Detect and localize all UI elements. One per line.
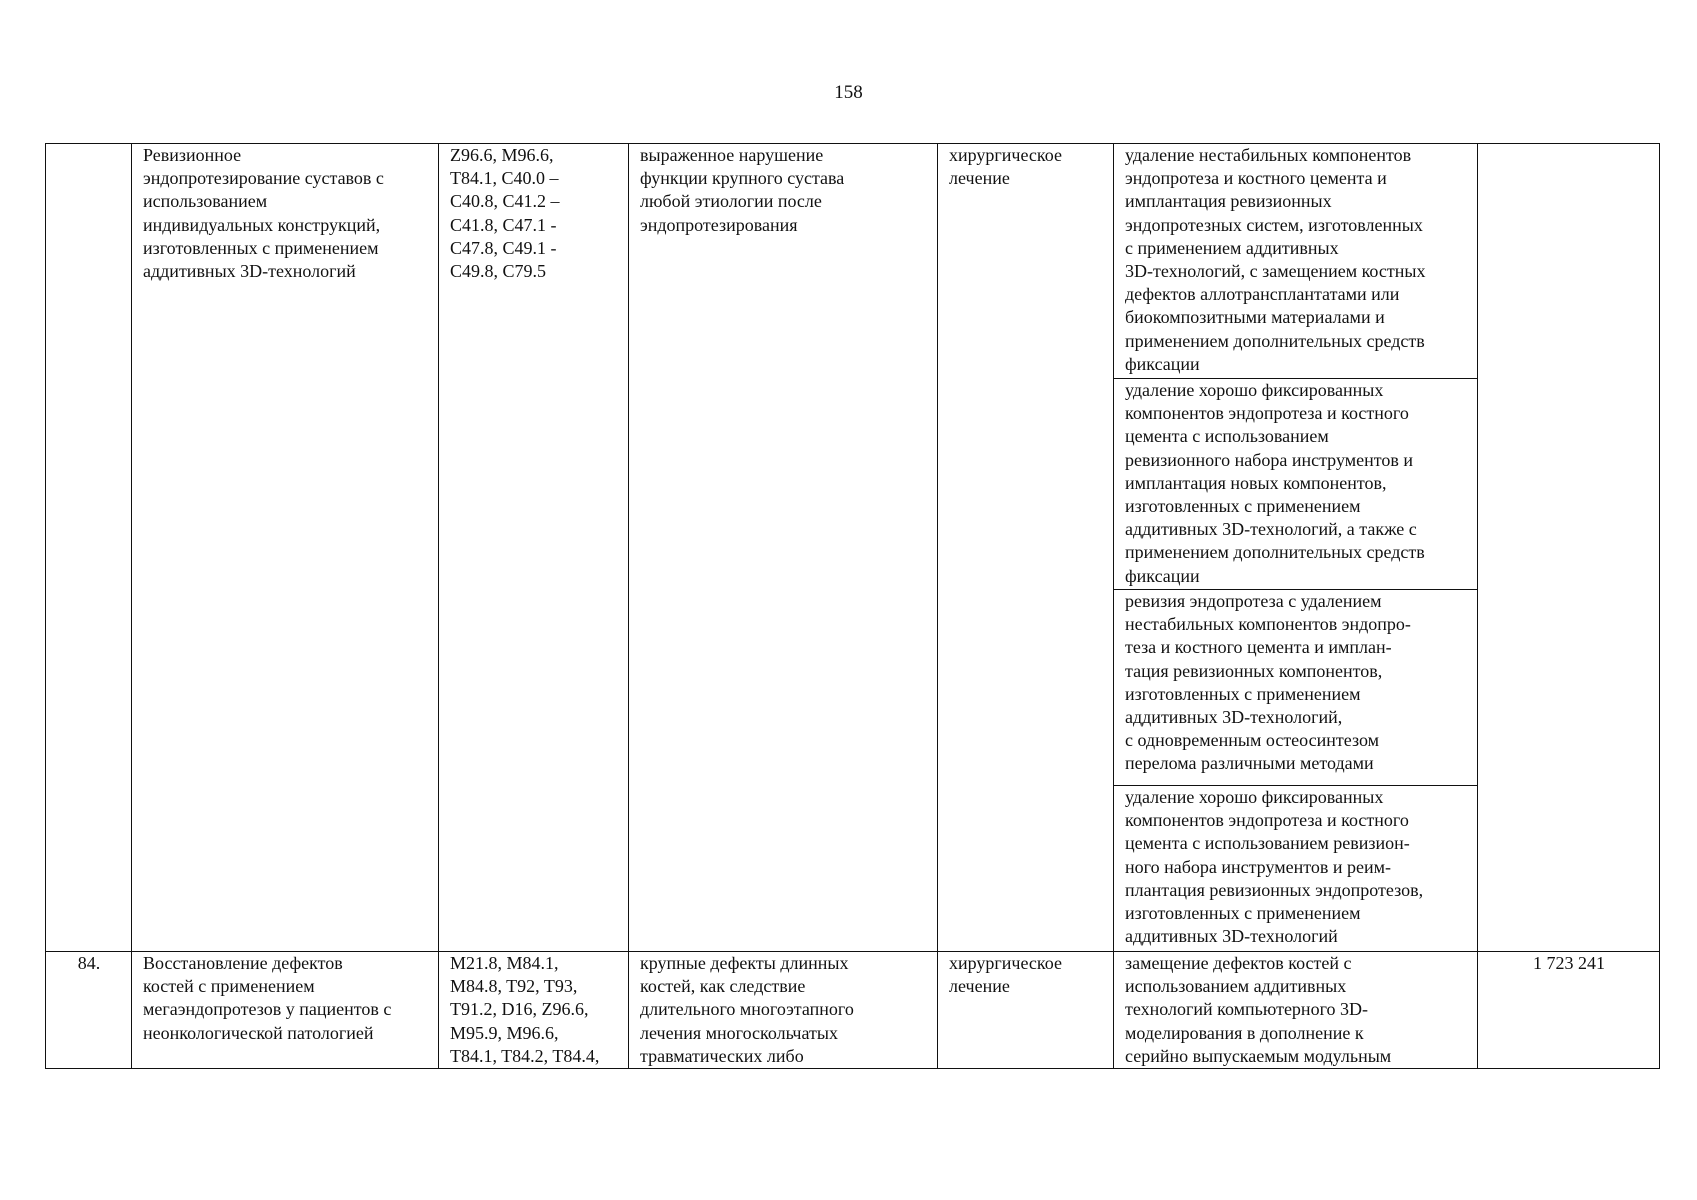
- service-name-cell: Ревизионное эндопротезирование суставов с использованием индивидуальных конструкций, изготовленных с применением аддитивных 3D-технологий: [132, 144, 439, 952]
- method-cell: замещение дефектов костей с использованием аддитивных технологий компьютерного 3D- моделирования в дополнение к серийно выпускаемым модульным: [1114, 952, 1478, 1069]
- services-table: [45, 143, 1660, 1069]
- price-cell: [1478, 144, 1660, 952]
- service-name-cell: Восстановление дефектов костей с применением мегаэндопротезов у пациентов с неонкологической патологией: [132, 952, 439, 1069]
- patient-model-cell: крупные дефекты длинных костей, как следствие длительного многоэтапного лечения многоскольчатых травматических либо: [629, 952, 938, 1069]
- table-row: [46, 952, 1660, 1069]
- price-cell: 1 723 241: [1478, 952, 1660, 1069]
- method-cell: удаление хорошо фиксированных компонентов эндопротеза и костного цемента с использованием ревизионного набора инструментов и имплантация новых компонентов, изготовленных с применением аддитивных 3D-технологий, а также с применением дополнительных средств фиксации: [1114, 379, 1478, 590]
- row-number-cell: [46, 144, 132, 952]
- treatment-type-cell: хирургическое лечение: [938, 952, 1114, 1069]
- method-cell: ревизия эндопротеза с удалением нестабильных компонентов эндопро- теза и костного цемента и имплан- тация ревизионных компонентов, изготовленных с применением аддитивных 3D-технологий, с одновременным остеосинтезом перелома различными методами: [1114, 590, 1478, 786]
- treatment-type-cell: хирургическое лечение: [938, 144, 1114, 952]
- table-row: [46, 144, 1660, 379]
- method-cell: удаление нестабильных компонентов эндопротеза и костного цемента и имплантация ревизионных эндопротезных систем, изготовленных с применением аддитивных 3D-технологий, с замещением костных дефектов аллотрансплантатами или биокомпозитными материалами и применением дополнительных средств фиксации: [1114, 144, 1478, 379]
- row-number-cell: 84.: [46, 952, 132, 1069]
- patient-model-cell: выраженное нарушение функции крупного сустава любой этиологии после эндопротезирования: [629, 144, 938, 952]
- page-number: 158: [834, 82, 863, 103]
- icd-codes-cell: Z96.6, M96.6, T84.1, C40.0 – C40.8, C41.2 – C41.8, C47.1 - C47.8, C49.1 - C49.8, C79.5: [439, 144, 629, 952]
- method-cell: удаление хорошо фиксированных компонентов эндопротеза и костного цемента с использованием ревизион- ного набора инструментов и реим- плантация ревизионных эндопротезов, изготовленных с применением аддитивных 3D-технологий: [1114, 786, 1478, 952]
- icd-codes-cell: M21.8, M84.1, M84.8, T92, T93, T91.2, D16, Z96.6, M95.9, M96.6, T84.1, T84.2, T84.4,: [439, 952, 629, 1069]
